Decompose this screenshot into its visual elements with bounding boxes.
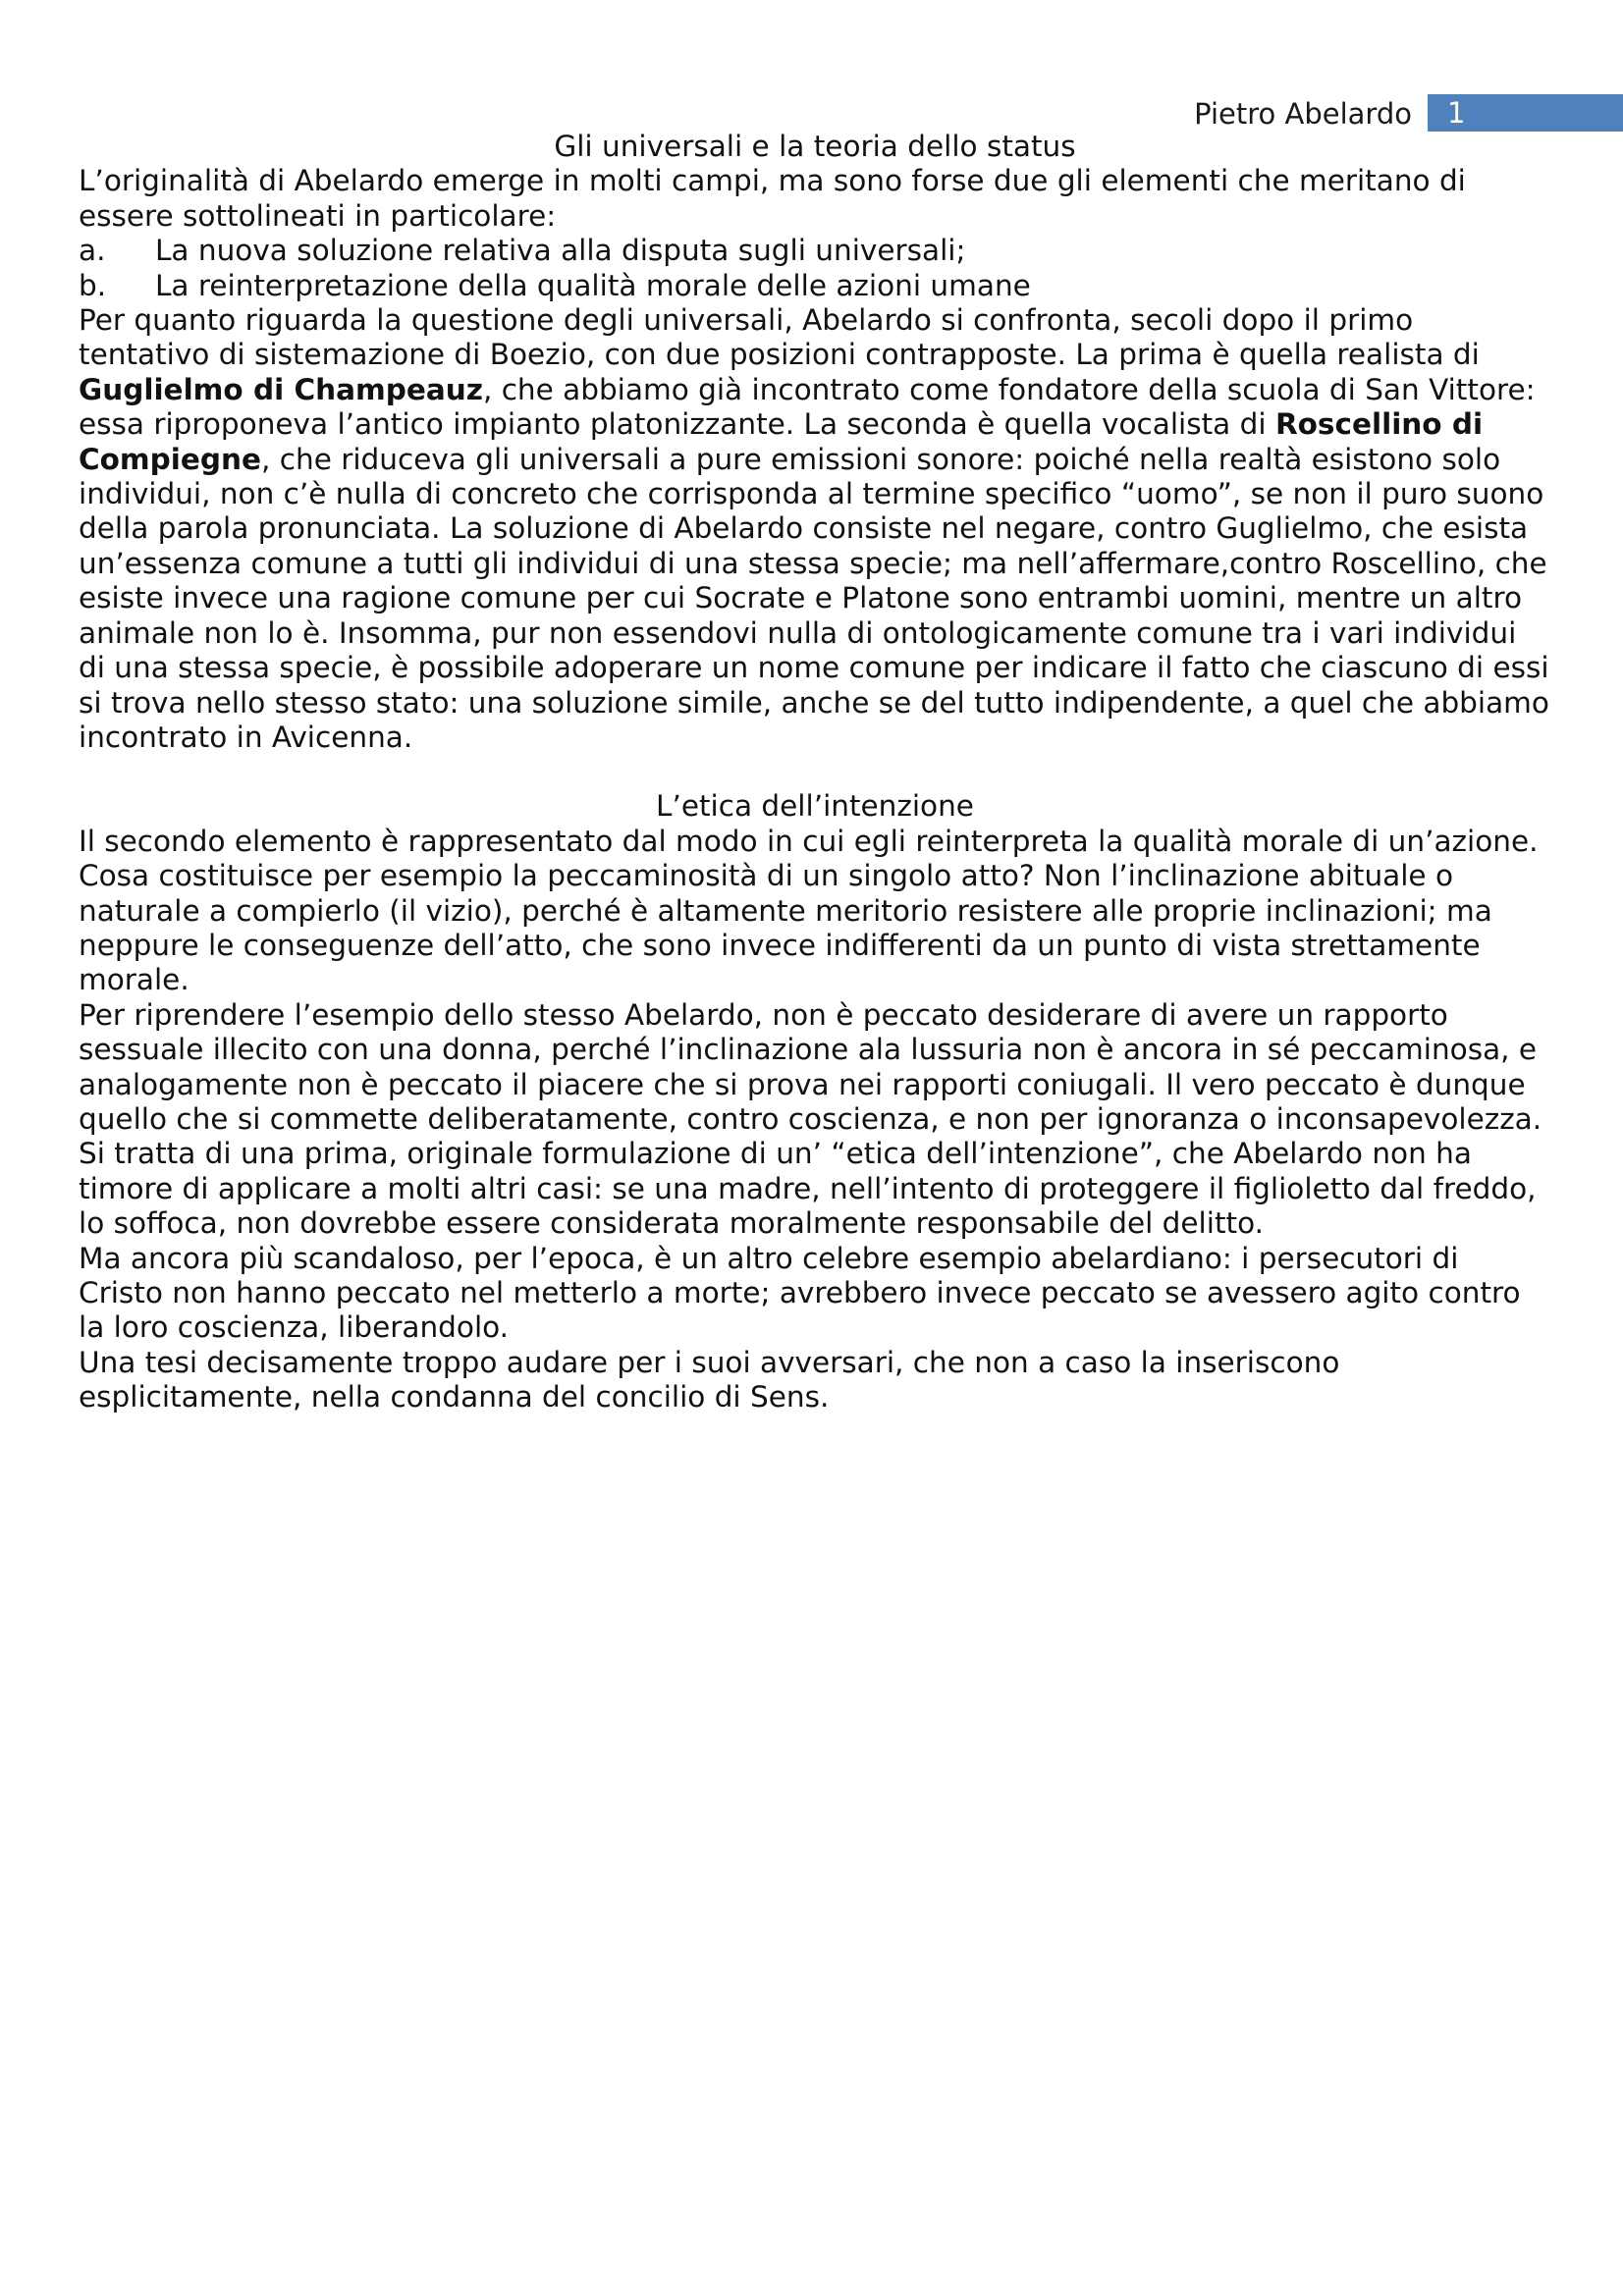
document-body	[79, 130, 1551, 1415]
paragraph-text: Per quanto riguarda la questione degli universali, Abelardo si confronta, secoli dopo il primo tentativo di sistemazione di Boezio, con due posizioni contrapposte. La prima è quella realista di	[79, 303, 1480, 372]
list-item	[79, 234, 1551, 268]
list-marker: a.	[79, 234, 106, 268]
list-item-text: La nuova soluzione relativa alla disputa sugli universali;	[155, 234, 966, 268]
list-item-text: La reinterpretazione della qualità morale delle azioni umane	[155, 268, 1031, 302]
list-marker: b.	[79, 268, 107, 302]
list-item	[79, 269, 1551, 303]
etica-paragraph: Una tesi decisamente troppo audare per i suoi avversari, che non a caso la inseriscono esplicitamente, nella condanna del concilio di Sens.	[79, 1345, 1340, 1415]
page-number-box	[1428, 94, 1623, 132]
universali-paragraph	[79, 303, 1551, 755]
paragraph-text: , che riduceva gli universali a pure emissioni sonore: poiché nella realtà esistono solo individui, non c’è nulla di concreto che corrisponda al termine specifico “uomo”, se non il puro suono della parola pronunciata. La soluzione di Abelardo consiste nel negare, contro Guglielmo, che esista un’essenza comune a tutti gli individui di una stessa specie; ma nell’affermare,contro Roscellino, che esiste invece una ragione comune per cui Socrate e Platone sono entrambi uomini, mentre un altro animale non lo è. Insomma, pur non essendovi nulla di ontologicamente comune tra i vari individui di una stessa specie, è possibile adoperare un nome comune per indicare il fatto che ciascuno di essi si trova nello stesso stato: una soluzione simile, anche se del tutto indipendente, a quel che abbiamo incontrato in Avicenna.	[79, 442, 1549, 754]
section-heading-etica: L’etica dell’intenzione	[656, 789, 974, 824]
etica-paragraph: Si tratta di una prima, originale formulazione di un’ “etica dell’intenzione”, che Abelardo non ha timore di applicare a molti altri casi: se una madre, nell’intento di proteggere il figlioletto dal freddo, lo soffoca, non dovrebbe essere considerata moralmente responsabile del delitto.	[79, 1137, 1537, 1241]
section-heading-universali: Gli universali e la teoria dello status	[554, 130, 1076, 163]
page-header	[0, 94, 1623, 133]
bold-name-guglielmo: Guglielmo di Champeauz	[79, 372, 483, 406]
spacer	[79, 755, 1551, 789]
etica-paragraph: Per riprendere l’esempio dello stesso Abelardo, non è peccato desiderare di avere un rapporto sessuale illecito con una donna, perché l’inclinazione ala lussuria non è ancora in sé peccaminosa, e analogamente non è peccato il piacere che si prova nei rapporti coniugali. Il vero peccato è dunque quello che si commette deliberatamente, contro coscienza, e non per ignoranza o inconsapevolezza.	[79, 997, 1542, 1136]
paragraph-text: , che abbiamo già incontrato come fondatore della scuola di San Vittore: essa riproponeva l’antico impianto platonizzante. La seconda è quella vocalista di	[79, 372, 1536, 442]
etica-paragraph: Ma ancora più scandaloso, per l’epoca, è un altro celebre esempio abelardiano: i persecutori di Cristo non hanno peccato nel metterlo a morte; avrebbero invece peccato se avessero agito contro la loro coscienza, liberandolo.	[79, 1241, 1521, 1345]
bold-name-roscellino: Roscellino di Compiegne	[79, 407, 1484, 476]
header-title: Pietro Abelardo	[1194, 97, 1412, 131]
intro-paragraph: L’originalità di Abelardo emerge in molti campi, ma sono forse due gli elementi che meritano di essere sottolineati in particolare:	[79, 164, 1466, 233]
etica-paragraph: Il secondo elemento è rappresentato dal modo in cui egli reinterpreta la qualità morale di un’azione. Cosa costituisce per esempio la peccaminosità di un singolo atto? Non l’inclinazione abituale o naturale a compierlo (il vizio), perché è altamente meritorio resistere alle proprie inclinazioni; ma neppure le conseguenze dell’atto, che sono invece indifferenti da un punto di vista strettamente morale.	[79, 824, 1539, 997]
page-number: 1	[1447, 96, 1466, 130]
